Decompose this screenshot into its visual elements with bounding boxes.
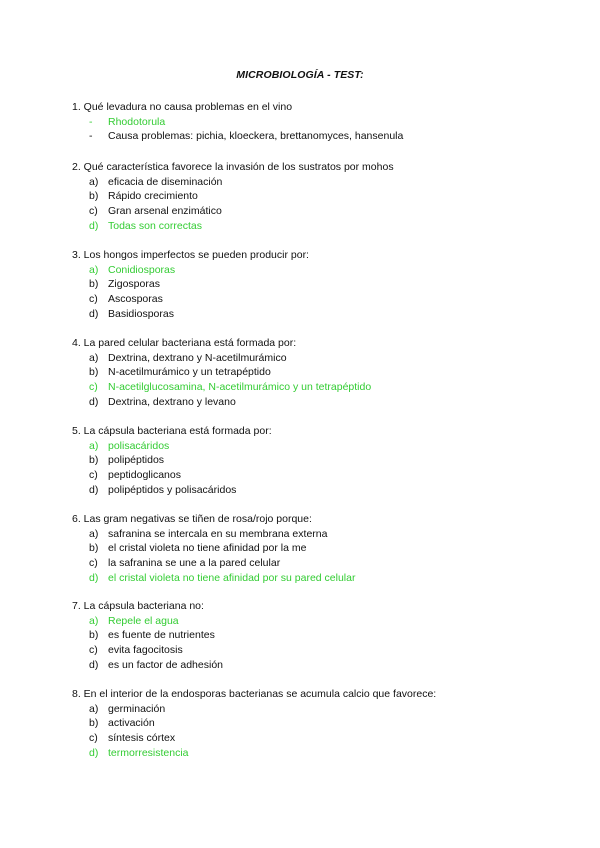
option bbox=[72, 716, 552, 731]
option-marker: b) bbox=[89, 278, 99, 291]
question-2 bbox=[72, 160, 552, 234]
option-text: polipéptidos bbox=[108, 454, 165, 467]
question-text: 5. La cápsula bacteriana está formada por: bbox=[72, 425, 272, 437]
option-marker: b) bbox=[89, 366, 99, 379]
option-text: polipéptidos y polisacáridos bbox=[108, 483, 237, 496]
question-text: 2. Qué característica favorece la invasión de los sustratos por mohos bbox=[72, 161, 394, 173]
option-correct bbox=[72, 380, 552, 395]
option bbox=[72, 468, 552, 483]
option-text: es un factor de adhesión bbox=[108, 658, 223, 671]
question-text: 3. Los hongos imperfectos se pueden producir por: bbox=[72, 249, 309, 261]
option bbox=[72, 395, 552, 410]
option bbox=[72, 307, 552, 322]
option-marker: - bbox=[89, 115, 93, 128]
option-text: peptidoglicanos bbox=[108, 469, 181, 482]
option-correct bbox=[72, 115, 552, 130]
question-6 bbox=[72, 512, 552, 586]
question-3 bbox=[72, 248, 552, 322]
option bbox=[72, 643, 552, 658]
option-marker: d) bbox=[89, 746, 99, 759]
option bbox=[72, 453, 552, 468]
option-list bbox=[72, 263, 552, 322]
option-marker: b) bbox=[89, 454, 99, 467]
option bbox=[72, 189, 552, 204]
option-marker: d) bbox=[89, 658, 99, 671]
option-list bbox=[72, 527, 552, 586]
question-5 bbox=[72, 424, 552, 498]
option bbox=[72, 527, 552, 542]
option-text: Gran arsenal enzimático bbox=[108, 205, 222, 218]
option-text: Rhodotorula bbox=[108, 115, 166, 128]
option bbox=[72, 204, 552, 219]
option-text: el cristal violeta no tiene afinidad por la me bbox=[108, 542, 307, 555]
option-text: germinación bbox=[108, 702, 166, 715]
option bbox=[72, 351, 552, 366]
option-marker: c) bbox=[89, 469, 98, 482]
option-marker: b) bbox=[89, 717, 99, 730]
question-text: 8. En el interior de la endosporas bacterianas se acumula calcio que favorece: bbox=[72, 688, 437, 700]
question-text: 6. Las gram negativas se tiñen de rosa/rojo porque: bbox=[72, 513, 312, 525]
option-marker: d) bbox=[89, 395, 99, 408]
option-text: Causa problemas: pichia, kloeckera, brettanomyces, hansenula bbox=[108, 130, 404, 143]
option bbox=[72, 731, 552, 746]
option-marker: c) bbox=[89, 732, 98, 745]
option-marker: - bbox=[89, 130, 93, 143]
option bbox=[72, 541, 552, 556]
question-text: 1. Qué levadura no causa problemas en el vino bbox=[72, 101, 293, 113]
option-text: eficacia de diseminación bbox=[108, 175, 223, 188]
option-text: Basidiosporas bbox=[108, 307, 174, 320]
option-text: Rápido crecimiento bbox=[108, 190, 198, 203]
option-marker: c) bbox=[89, 557, 98, 570]
option-marker: a) bbox=[89, 702, 99, 715]
question-8 bbox=[72, 687, 552, 761]
option-text: Todas son correctas bbox=[108, 219, 202, 232]
option bbox=[72, 556, 552, 571]
option bbox=[72, 129, 552, 144]
option-correct bbox=[72, 614, 552, 629]
option bbox=[72, 365, 552, 380]
option-text: N-acetilglucosamina, N-acetilmurámico y un tetrapéptido bbox=[108, 381, 372, 394]
option bbox=[72, 175, 552, 190]
option-text: Dextrina, dextrano y levano bbox=[108, 395, 236, 408]
option-correct bbox=[72, 439, 552, 454]
option-marker: a) bbox=[89, 439, 99, 452]
question-text: 7. La cápsula bacteriana no: bbox=[72, 600, 204, 612]
option-list bbox=[72, 702, 552, 761]
option-text: activación bbox=[108, 717, 155, 730]
option-text: safranina se intercala en su membrana externa bbox=[108, 527, 328, 540]
question-1 bbox=[72, 100, 552, 144]
option-marker: d) bbox=[89, 483, 99, 496]
option-marker: b) bbox=[89, 542, 99, 555]
option-text: la safranina se une a la pared celular bbox=[108, 557, 281, 570]
option-marker: a) bbox=[89, 527, 99, 540]
option-text: síntesis córtex bbox=[108, 732, 176, 745]
option-marker: d) bbox=[89, 219, 99, 232]
option-marker: d) bbox=[89, 307, 99, 320]
option-text: Ascosporas bbox=[108, 293, 163, 306]
option-marker: d) bbox=[89, 571, 99, 584]
option-list bbox=[72, 175, 552, 234]
option-text: Dextrina, dextrano y N-acetilmurámico bbox=[108, 351, 287, 364]
question-text: 4. La pared celular bacteriana está formada por: bbox=[72, 337, 297, 349]
option-list bbox=[72, 439, 552, 498]
option-text: Conidiosporas bbox=[108, 263, 176, 276]
option bbox=[72, 658, 552, 673]
option-correct bbox=[72, 219, 552, 234]
option-correct bbox=[72, 746, 552, 761]
option-list bbox=[72, 351, 552, 410]
page-title: MICROBIOLOGÍA - TEST: bbox=[236, 69, 364, 81]
option-marker: a) bbox=[89, 175, 99, 188]
option-list bbox=[72, 614, 552, 673]
option-list bbox=[72, 115, 552, 144]
option bbox=[72, 483, 552, 498]
option-text: evita fagocitosis bbox=[108, 644, 183, 657]
question-7 bbox=[72, 599, 552, 673]
option-text: termorresistencia bbox=[108, 746, 189, 759]
option-marker: c) bbox=[89, 205, 98, 218]
option-text: es fuente de nutrientes bbox=[108, 629, 215, 642]
option-text: Repele el agua bbox=[108, 614, 179, 627]
option-marker: a) bbox=[89, 614, 99, 627]
option-marker: a) bbox=[89, 263, 99, 276]
option-correct bbox=[72, 571, 552, 586]
option-text: Zigosporas bbox=[108, 278, 160, 291]
option-text: el cristal violeta no tiene afinidad por su pared celular bbox=[108, 571, 356, 584]
option-marker: b) bbox=[89, 190, 99, 203]
option-marker: a) bbox=[89, 351, 99, 364]
option bbox=[72, 628, 552, 643]
option-marker: c) bbox=[89, 381, 98, 394]
option-marker: c) bbox=[89, 644, 98, 657]
option-marker: c) bbox=[89, 293, 98, 306]
option-text: N-acetilmurámico y un tetrapéptido bbox=[108, 366, 271, 379]
option bbox=[72, 702, 552, 717]
option bbox=[72, 292, 552, 307]
question-4 bbox=[72, 336, 552, 410]
option-marker: b) bbox=[89, 629, 99, 642]
option-text: polisacáridos bbox=[108, 439, 170, 452]
option-correct bbox=[72, 263, 552, 278]
option bbox=[72, 277, 552, 292]
